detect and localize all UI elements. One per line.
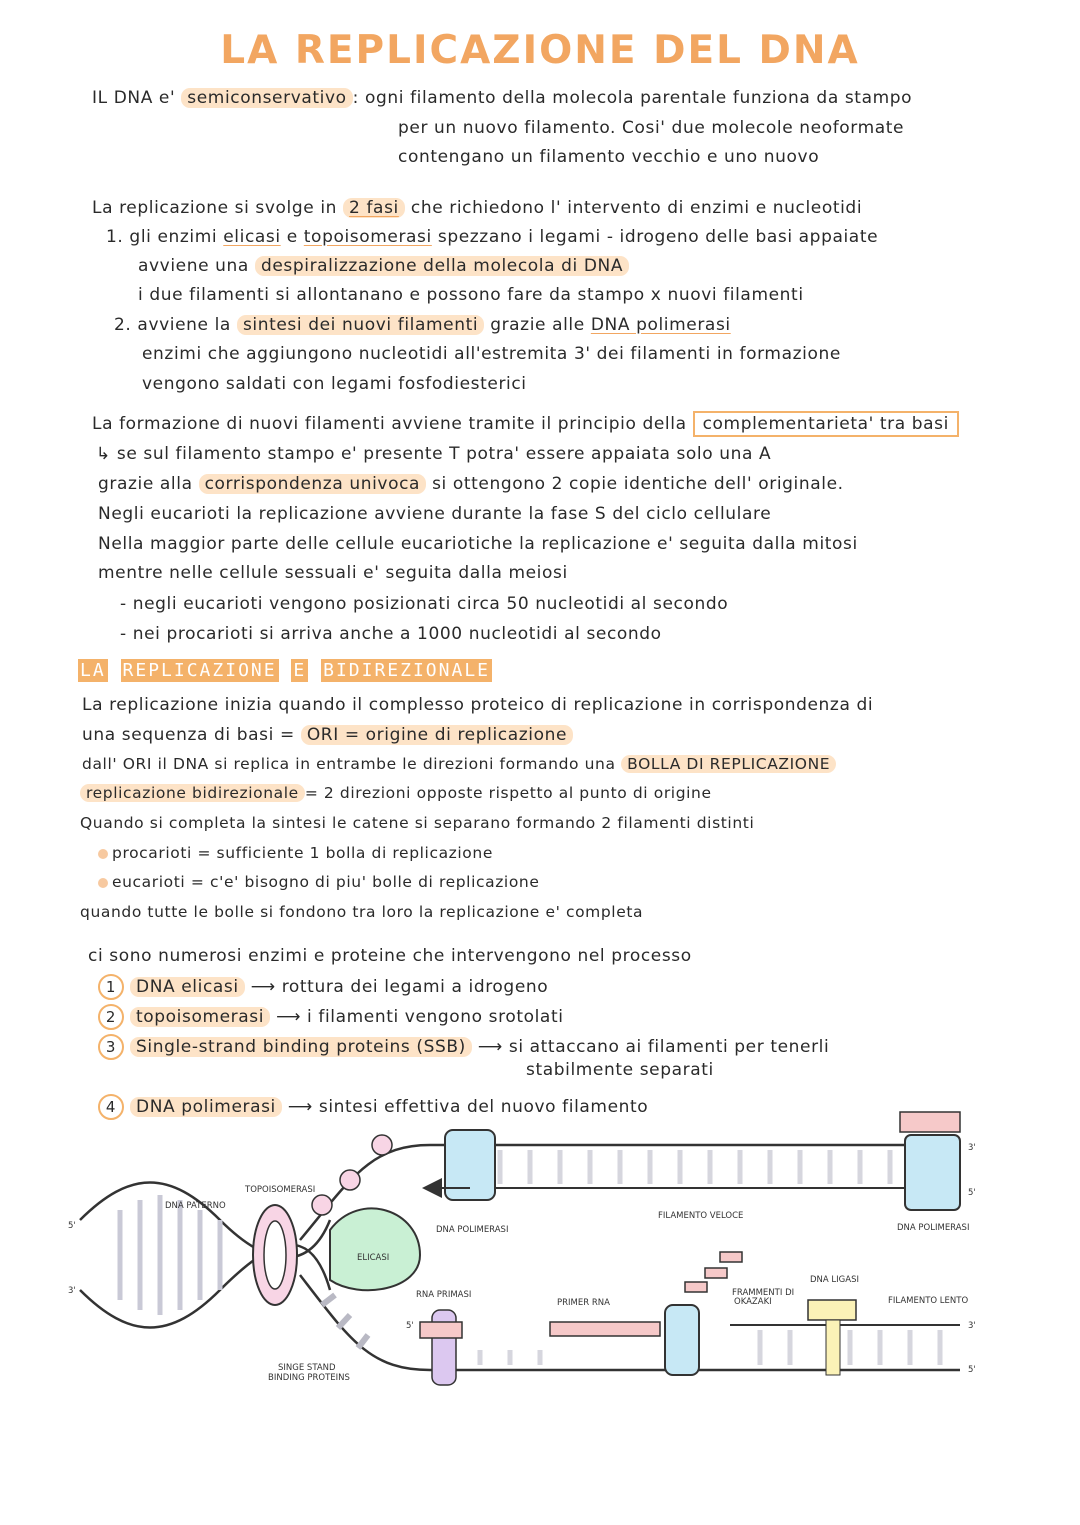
heading-word: LA [80, 660, 106, 681]
intro-line-2: per un nuovo filamento. Cosi' due molecole neoformate [398, 118, 905, 138]
highlight-sintesi: sintesi dei nuovi filamenti [237, 315, 484, 335]
arrow-icon: ↳ [96, 444, 111, 464]
label-okazaki: OKAZAKI [734, 1297, 772, 1307]
phase-1-line-2 [138, 256, 629, 276]
primer-block [420, 1322, 462, 1338]
bidir-line-5: Quando si completa la sintesi le catene si separano formando 2 filamenti distinti [80, 814, 755, 832]
label-primer-rna: PRIMER RNA [557, 1298, 610, 1308]
intro-line-1 [92, 88, 912, 108]
number-badge: 3 [98, 1034, 124, 1060]
compl-line-5: Nella maggior parte delle cellule eucariotiche la replicazione e' seguita dalla mitosi [98, 534, 858, 554]
bidir-line-1: La replicazione inizia quando il complesso proteico di replicazione in corrispondenza di [82, 695, 874, 715]
enzyme-desc: ⟶ i filamenti vengono srotolati [276, 1007, 564, 1027]
enzyme-name: topoisomerasi [130, 1007, 270, 1027]
phase-text: grazie alle [490, 315, 585, 335]
enzyme-name: Single-strand binding proteins (SSB) [130, 1037, 472, 1057]
compl-line-3 [98, 474, 844, 494]
label-ssb-2: BINDING PROTEINS [268, 1373, 350, 1383]
bidir-text: = 2 direzioni opposte rispetto al punto di origine [304, 784, 712, 802]
bidir-line-7 [98, 873, 539, 891]
dna-polymerase-top [445, 1130, 495, 1200]
label-dna-polimerasi-top: DNA POLIMERASI [436, 1225, 509, 1235]
compl-line-1 [92, 414, 959, 434]
bullet-dot [98, 849, 108, 859]
dna-polymerase-lagging [665, 1305, 699, 1375]
leading-base-pairs [470, 1150, 890, 1184]
label-3-top: 3' [968, 1143, 976, 1153]
replication-fork-diagram [0, 1100, 1080, 1400]
label-filamento-veloce: FILAMENTO VELOCE [658, 1211, 744, 1221]
compl-line-2 [96, 444, 771, 464]
enzymes-intro: ci sono numerosi enzimi e proteine che intervengono nel processo [88, 946, 692, 966]
helicase-shape [330, 1208, 420, 1290]
section-bidirezionale-heading [78, 660, 492, 681]
highlight-ori: ORI = origine di replicazione [301, 725, 573, 745]
phases-line-1 [92, 198, 862, 218]
label-frammenti: FRAMMENTI DI [732, 1288, 795, 1298]
number-badge: 1 [98, 974, 124, 1000]
enzyme-name: DNA polimerasi [130, 1097, 282, 1117]
topoisomerase-hole [264, 1221, 286, 1289]
enzyme-item-3 [98, 1034, 829, 1060]
phase-text: spezzano i legami - idrogeno delle basi appaiate [437, 227, 879, 247]
phase-1-line-3: i due filamenti si allontanano e possono fare da stampo x nuovi filamenti [138, 285, 804, 305]
enzyme-name: DNA elicasi [130, 977, 245, 997]
label-elicasi: ELICASI [357, 1253, 390, 1263]
label-5-left: 5' [68, 1221, 76, 1231]
label-topoisomerasi: TOPOISOMERASI [245, 1185, 316, 1195]
label-5-bottom: 5' [968, 1365, 976, 1375]
primer-rna [550, 1322, 660, 1336]
helix-base-pairs [120, 1195, 220, 1315]
bidir-text: procarioti = sufficiente 1 bolla di replicazione [112, 844, 493, 862]
compl-text: La formazione di nuovi filamenti avviene tramite il principio della [92, 414, 687, 434]
bullet-dot [98, 878, 108, 888]
compl-text: se sul filamento stampo e' presente T potra' essere appaiata solo una A [116, 444, 772, 464]
primer-right [900, 1112, 960, 1132]
bidir-line-8: quando tutte le bolle si fondono tra loro la replicazione e' completa [80, 903, 644, 921]
phases-text: La replicazione si svolge in [92, 198, 338, 218]
box-complementarieta: complementarieta' tra basi [693, 411, 959, 437]
phase-2-line-3: vengono saldati con legami fosfodiesterici [142, 374, 527, 394]
highlight-2-fasi: 2 fasi [343, 198, 405, 218]
bidir-line-6 [98, 844, 493, 862]
heading-word: BIDIREZIONALE [323, 660, 490, 681]
heading-word: REPLICAZIONE [122, 660, 277, 681]
label-ssb-1: SINGE STAND [278, 1363, 336, 1373]
phase-text: 2. avviene la [114, 315, 231, 335]
enzyme-desc: ⟶ sintesi effettiva del nuovo filamento [287, 1097, 649, 1117]
highlight-despiralizzazione: despiralizzazione della molecola di DNA [255, 256, 629, 276]
okazaki-primers [685, 1252, 742, 1292]
label-dna-paterno: DNA PATERNO [165, 1201, 226, 1211]
intro-text-1: IL DNA e' [92, 88, 176, 108]
compl-line-8: - nei procarioti si arriva anche a 1000 nucleotidi al secondo [120, 624, 662, 644]
phase-2-line-2: enzimi che aggiungono nucleotidi all'estremita 3' dei filamenti in formazione [142, 344, 841, 364]
label-3-left: 3' [68, 1286, 76, 1296]
heading-word: E [293, 660, 307, 681]
enzyme-item-2 [98, 1004, 564, 1030]
highlight-corrispondenza: corrispondenza univoca [199, 474, 426, 494]
term-elicasi: elicasi [223, 227, 281, 247]
phase-1-line-1 [106, 227, 878, 247]
enzyme-desc: ⟶ rottura dei legami a idrogeno [250, 977, 549, 997]
label-rna-primasi: RNA PRIMASI [416, 1290, 472, 1300]
bidir-line-4 [80, 784, 712, 802]
label-filamento-lento: FILAMENTO LENTO [888, 1296, 969, 1306]
term-dna-polimerasi: DNA polimerasi [590, 315, 731, 335]
enzyme-desc: ⟶ si attaccano ai filamenti per tenerli [477, 1037, 830, 1057]
ssb-proteins [322, 1295, 368, 1348]
page-title: LA REPLICAZIONE DEL DNA [220, 28, 860, 73]
label-3-bottom: 3' [968, 1321, 976, 1331]
compl-line-7: - negli eucarioti vengono posizionati circa 50 nucleotidi al secondo [120, 594, 729, 614]
phase-text: 1. gli enzimi [106, 227, 218, 247]
phase-text: e [286, 227, 298, 247]
intro-text-2: : ogni filamento della molecola parentale funziona da stampo [352, 88, 913, 108]
enzyme-item-3-cont: stabilmente separati [526, 1060, 714, 1080]
lagging-base-pairs [480, 1330, 940, 1365]
highlight-bidirezionale: replicazione bidirezionale [80, 784, 305, 802]
bidir-text: eucarioti = c'e' bisogno di piu' bolle di replicazione [112, 873, 540, 891]
ssb-beads [312, 1135, 392, 1215]
bidir-line-3 [82, 755, 836, 773]
compl-line-4: Negli eucarioti la replicazione avviene durante la fase S del ciclo cellulare [98, 504, 772, 524]
number-badge: 2 [98, 1004, 124, 1030]
compl-line-6: mentre nelle cellule sessuali e' seguita dalla meiosi [98, 563, 568, 583]
bidir-line-2 [82, 725, 573, 745]
term-topoisomerasi: topoisomerasi [303, 227, 432, 247]
bidir-text: una sequenza di basi = [82, 725, 295, 745]
label-dna-polimerasi-right: DNA POLIMERASI [897, 1223, 970, 1233]
highlight-semiconservativo: semiconservativo [181, 88, 352, 108]
label-5-top: 5' [968, 1188, 976, 1198]
dna-ligase-stem [826, 1320, 840, 1375]
intro-line-3: contengano un filamento vecchio e uno nuovo [398, 147, 820, 167]
compl-text: si ottengono 2 copie identiche dell' originale. [432, 474, 844, 494]
bidir-text: dall' ORI il DNA si replica in entrambe le direzioni formando una [82, 755, 616, 773]
compl-text: grazie alla [98, 474, 193, 494]
enzyme-item-1 [98, 974, 548, 1000]
phases-text: che richiedono l' intervento di enzimi e nucleotidi [410, 198, 863, 218]
dna-ligase [808, 1300, 856, 1320]
dna-polymerase-right [905, 1135, 960, 1210]
phase-2-line-1 [114, 315, 731, 335]
label-dna-ligasi: DNA LIGASI [810, 1275, 859, 1285]
highlight-bolla: BOLLA DI REPLICAZIONE [621, 755, 836, 773]
number-badge: 4 [98, 1094, 124, 1120]
phase-text: avviene una [138, 256, 249, 276]
label-5-primer: 5' [406, 1321, 414, 1331]
